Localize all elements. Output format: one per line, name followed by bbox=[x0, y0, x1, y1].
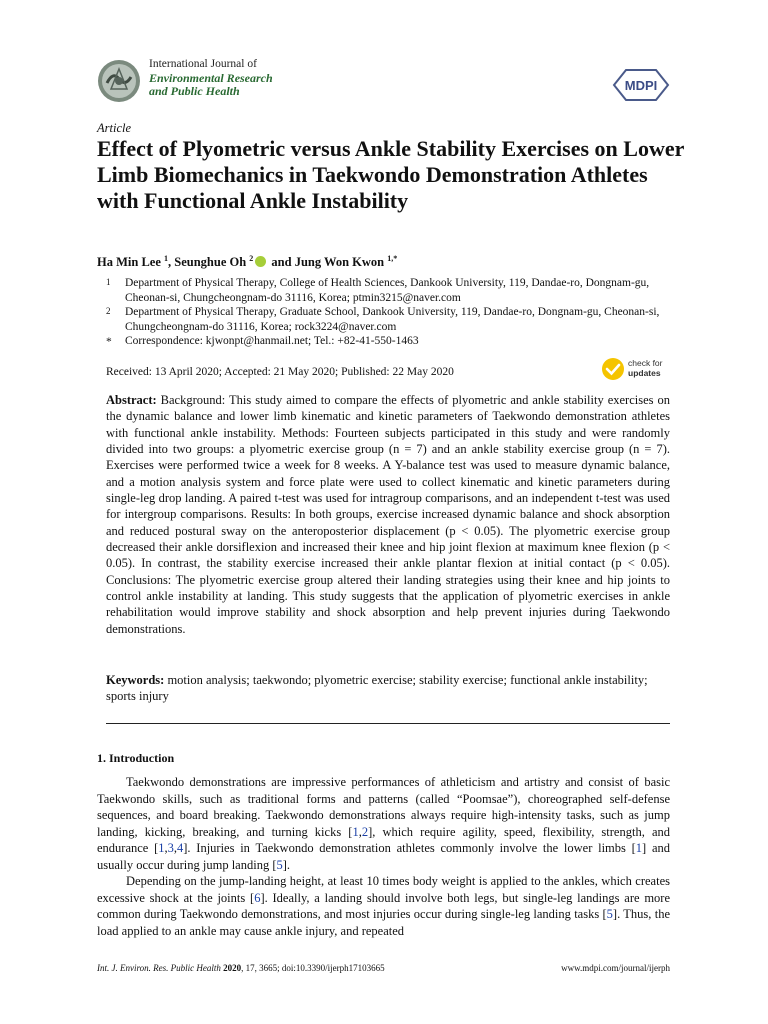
citation-link[interactable]: 1 bbox=[158, 841, 165, 855]
abstract-label: Abstract: bbox=[106, 393, 157, 407]
correspondence-mark: * bbox=[106, 336, 112, 348]
citation-link[interactable]: 5 bbox=[606, 907, 613, 921]
journal-name bbox=[149, 58, 273, 99]
abstract-text: Background: This study aimed to compare the effects of plyometric and ankle stability exercises on the dynamic balance and lower limb kinematic and kinetic parameters of Taekwondo demonstration athletes with functional ankle instability. Methods: Fourteen subjects participated in this study and were randomly divided into two groups: a plyometric exercise group (n = 7) and an ankle stability exercise group (n = 7). Exercises were performed twice a week for 8 weeks. A Y-balance test was used to measure dynamic balance, and a motion analysis system and force plate were used to collect kinematic and kinetic parameters during single-leg drop landing. A paired t-test was used for intragroup comparisons, and an independent t-test was used for intergroup comparisons. Results: In both groups, exercise increased dynamic balance and shock absorption and reduced postural sway on the anteroposterior displacement (p < 0.05). The plyometric exercise group decreased their ankle dorsiflexion and increased their knee and hip joint flexion at maximum knee flexion (p < 0.05). In contrast, the stability exercise increased their ankle plantar flexion at initial contact (p < 0.05). Conclusions: The plyometric exercise group altered their landing strategies using their knee and hip joints to control ankle instability at landing. This study suggests that the application of plyometric exercises in ankle rehabilitation would improve stability and shock absorption and help prevent injuries during Taekwondo demonstrations. bbox=[106, 393, 670, 636]
abstract bbox=[106, 392, 670, 637]
author-name: Ha Min Lee bbox=[97, 255, 161, 270]
citation-link[interactable]: 4 bbox=[177, 841, 184, 855]
paragraph-text: Taekwondo demonstrations are impressive performances of athleticism and artistry and consist of basic Taekwondo skills, such as traditional forms and patterns (called “Poomsae”), choreographed self-defense sequences, and board breaking. Taekwondo demonstrations always require high-intensity tasks, such as jump landing, kicking, breaking, and turning kicks [ bbox=[97, 775, 670, 839]
footer-year: 2020 bbox=[223, 963, 242, 973]
author-list bbox=[97, 254, 397, 270]
paragraph-text: , bbox=[358, 824, 362, 839]
publication-dates: Received: 13 April 2020; Accepted: 21 May 2020; Published: 22 May 2020 bbox=[106, 366, 454, 378]
paragraph-text: Depending on the jump-landing height, at least 10 times body weight is applied to the ankles, which creates excessive shock at the joints [ bbox=[97, 874, 670, 905]
journal-name-line2: Environmental Research bbox=[149, 70, 273, 85]
orcid-icon[interactable] bbox=[255, 256, 266, 267]
author-name: Seunghue Oh bbox=[174, 255, 247, 270]
citation-link[interactable]: 1 bbox=[352, 824, 359, 839]
author-name: Jung Won Kwon bbox=[294, 255, 385, 270]
section-heading: 1. Introduction bbox=[97, 751, 175, 765]
check-updates-icon bbox=[601, 357, 625, 381]
paragraph-text: ]. Ideally, a landing should involve both legs, but single-leg landings are more common during Taekwondo demonstrations, and most injuries occur during single-leg landing tasks [ bbox=[97, 890, 670, 921]
footer-journal-url[interactable]: www.mdpi.com/journal/ijerph bbox=[561, 963, 670, 973]
check-updates-line1: check for bbox=[628, 358, 663, 368]
check-updates-text bbox=[628, 358, 663, 378]
paragraph-text: , bbox=[164, 841, 168, 855]
paper-title: Effect of Plyometric versus Ankle Stability Exercises on Lower Limb Biomechanics in Taekwondo Demonstration Athletes with Functional Ankle Instability bbox=[97, 136, 684, 213]
footer-citation-rest: , 17, 3665; doi:10.3390/ijerph17103665 bbox=[241, 963, 385, 973]
keywords bbox=[106, 672, 670, 705]
journal-logo bbox=[97, 59, 141, 103]
citation-link[interactable]: 5 bbox=[276, 857, 283, 872]
citation-link[interactable]: 6 bbox=[254, 890, 261, 905]
intro-paragraph-2 bbox=[97, 873, 670, 939]
author-affiliation-mark: 1 bbox=[164, 254, 169, 263]
journal-name-line3: and Public Health bbox=[149, 84, 240, 98]
affiliation-text: Department of Physical Therapy, College of Health Sciences, Dankook University, 119, Dandae-ro, Dongnam-gu, Cheonan-si, Chungcheongnam-do 31116, Korea; ptmin3215@naver.com bbox=[125, 277, 650, 304]
paragraph-text: ]. Thus, the load applied to an ankle may cause ankle injury, and repeated bbox=[97, 907, 670, 938]
publisher-name: MDPI bbox=[624, 78, 658, 93]
author-affiliation-mark: 1,* bbox=[387, 254, 398, 263]
check-for-updates-badge[interactable] bbox=[601, 356, 681, 382]
mdpi-logo bbox=[612, 68, 670, 102]
citation-link[interactable]: 3 bbox=[167, 841, 174, 855]
keywords-text: motion analysis; taekwondo; plyometric exercise; stability exercise; functional ankle instability; sports injury bbox=[106, 673, 648, 704]
correspondence-text: Correspondence: kjwonpt@hanmail.net; Tel.: +82-41-550-1463 bbox=[125, 335, 419, 347]
paragraph-text: ]. Injuries in Taekwondo demonstration athletes commonly involve the lower limbs [ bbox=[183, 841, 636, 855]
citation-link[interactable]: 1 bbox=[635, 841, 643, 855]
author-separator: , bbox=[168, 255, 175, 270]
affiliation-text: Department of Physical Therapy, Graduate School, Dankook University, 119, Dandae-ro, Dongnam-gu, Cheonan-si, Chungcheongnam-do 31116, Korea; rock3224@naver.com bbox=[125, 306, 660, 333]
author-affiliation-mark: 2 bbox=[249, 254, 254, 263]
section-divider bbox=[106, 723, 670, 724]
keywords-label: Keywords: bbox=[106, 673, 165, 687]
affiliation-mark: 1 bbox=[106, 277, 111, 287]
paragraph-text: ]. bbox=[282, 857, 291, 872]
paragraph-text: , bbox=[173, 841, 178, 855]
author-separator: and bbox=[268, 255, 295, 270]
article-type: Article bbox=[97, 121, 132, 135]
journal-name-line1: International Journal of bbox=[149, 58, 257, 70]
footer-citation bbox=[97, 963, 385, 973]
citation-link[interactable]: 2 bbox=[361, 824, 369, 839]
paragraph-text: ] and usually occur during jump landing [ bbox=[97, 841, 670, 872]
intro-paragraph-1 bbox=[97, 774, 670, 873]
paragraph-text: ], which require agility, speed, flexibility, strength, and endurance [ bbox=[97, 824, 670, 855]
footer-journal-abbrev: Int. J. Environ. Res. Public Health bbox=[97, 963, 221, 973]
check-updates-line2: updates bbox=[628, 368, 661, 378]
affiliation-mark: 2 bbox=[106, 306, 111, 316]
